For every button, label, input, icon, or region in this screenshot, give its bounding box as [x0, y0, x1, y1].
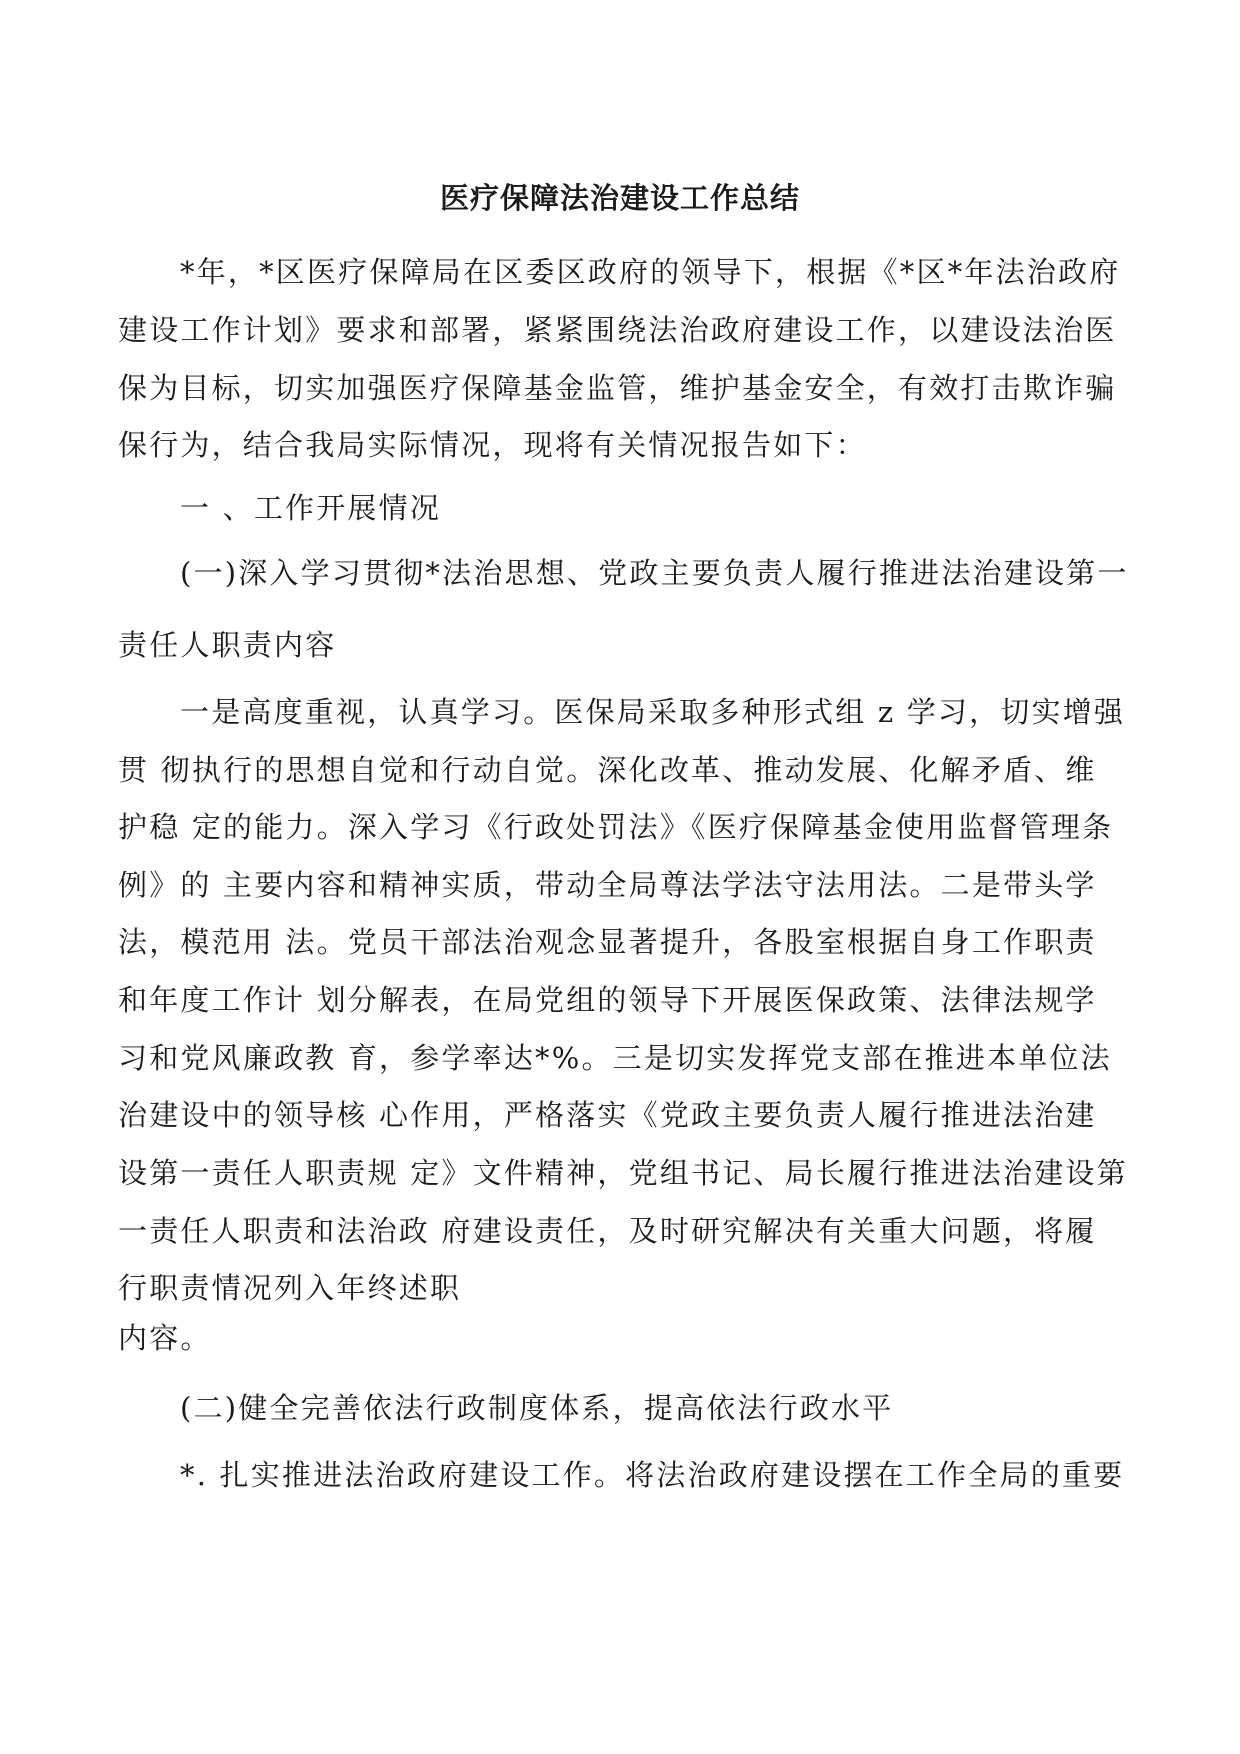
paragraph-line: 一是高度重视，认真学习。医保局采取多种形式组 z 学习，切实增强 [180, 695, 1126, 729]
section-heading: 一 、工作开展情况 [180, 491, 442, 525]
paragraph-line: 贯 彻执行的思想自觉和行动自觉。深化改革、推动发展、化解矛盾、维 [118, 753, 1097, 787]
paragraph-line: 例》的 主要内容和精神实质，带动全局尊法学法守法用法。二是带头学 [118, 868, 1097, 902]
paragraph-line: 内容。 [118, 1321, 212, 1355]
paragraph-line: 建设工作计划》要求和部署，紧紧围绕法治政府建设工作，以建设法治医 [118, 313, 1117, 347]
paragraph-line: 护稳 定的能力。深入学习《行政处罚法》《医疗保障基金使用监督管理条 [118, 810, 1114, 844]
paragraph-line: 法，模范用 法。党员干部法治观念显著提升，各股室根据自身工作职责 [118, 925, 1097, 959]
paragraph-line: 习和党风廉政教 育，参学率达*%。三是切实发挥党支部在推进本单位法 [118, 1041, 1112, 1075]
subsection-heading-line: (一)深入学习贯彻*法治思想、党政主要负责人履行推进法治建设第一 [180, 556, 1129, 590]
paragraph-line: 保行为，结合我局实际情况，现将有关情况报告如下： [118, 428, 867, 462]
paragraph-line: *年，*区医疗保障局在区委区政府的领导下，根据《*区*年法治政府 [180, 255, 1121, 289]
paragraph-line: 设第一责任人职责规 定》文件精神，党组书记、局长履行推进法治建设第 [118, 1156, 1128, 1190]
paragraph-line: 治建设中的领导核 心作用，严格落实《党政主要负责人履行推进法治建 [118, 1098, 1097, 1132]
paragraph-line: 保为目标，切实加强医疗保障基金监管，维护基金安全，有效打击欺诈骗 [118, 371, 1117, 405]
document-title: 医疗保障法治建设工作总结 [439, 181, 800, 215]
paragraph-line: 和年度工作计 划分解表，在局党组的领导下开展医保政策、法律法规学 [118, 983, 1097, 1017]
paragraph-line: 行职责情况列入年终述职 [118, 1271, 462, 1305]
subsection-heading: (二)健全完善依法行政制度体系，提高依法行政水平 [180, 1391, 894, 1425]
paragraph-line: *. 扎实推进法治政府建设工作。将法治政府建设摆在工作全局的重要 [180, 1458, 1125, 1492]
paragraph-line: 一责任人职责和法治政 府建设责任，及时研究解决有关重大问题，将履 [118, 1214, 1097, 1248]
subsection-heading-line: 责任人职责内容 [118, 628, 337, 662]
